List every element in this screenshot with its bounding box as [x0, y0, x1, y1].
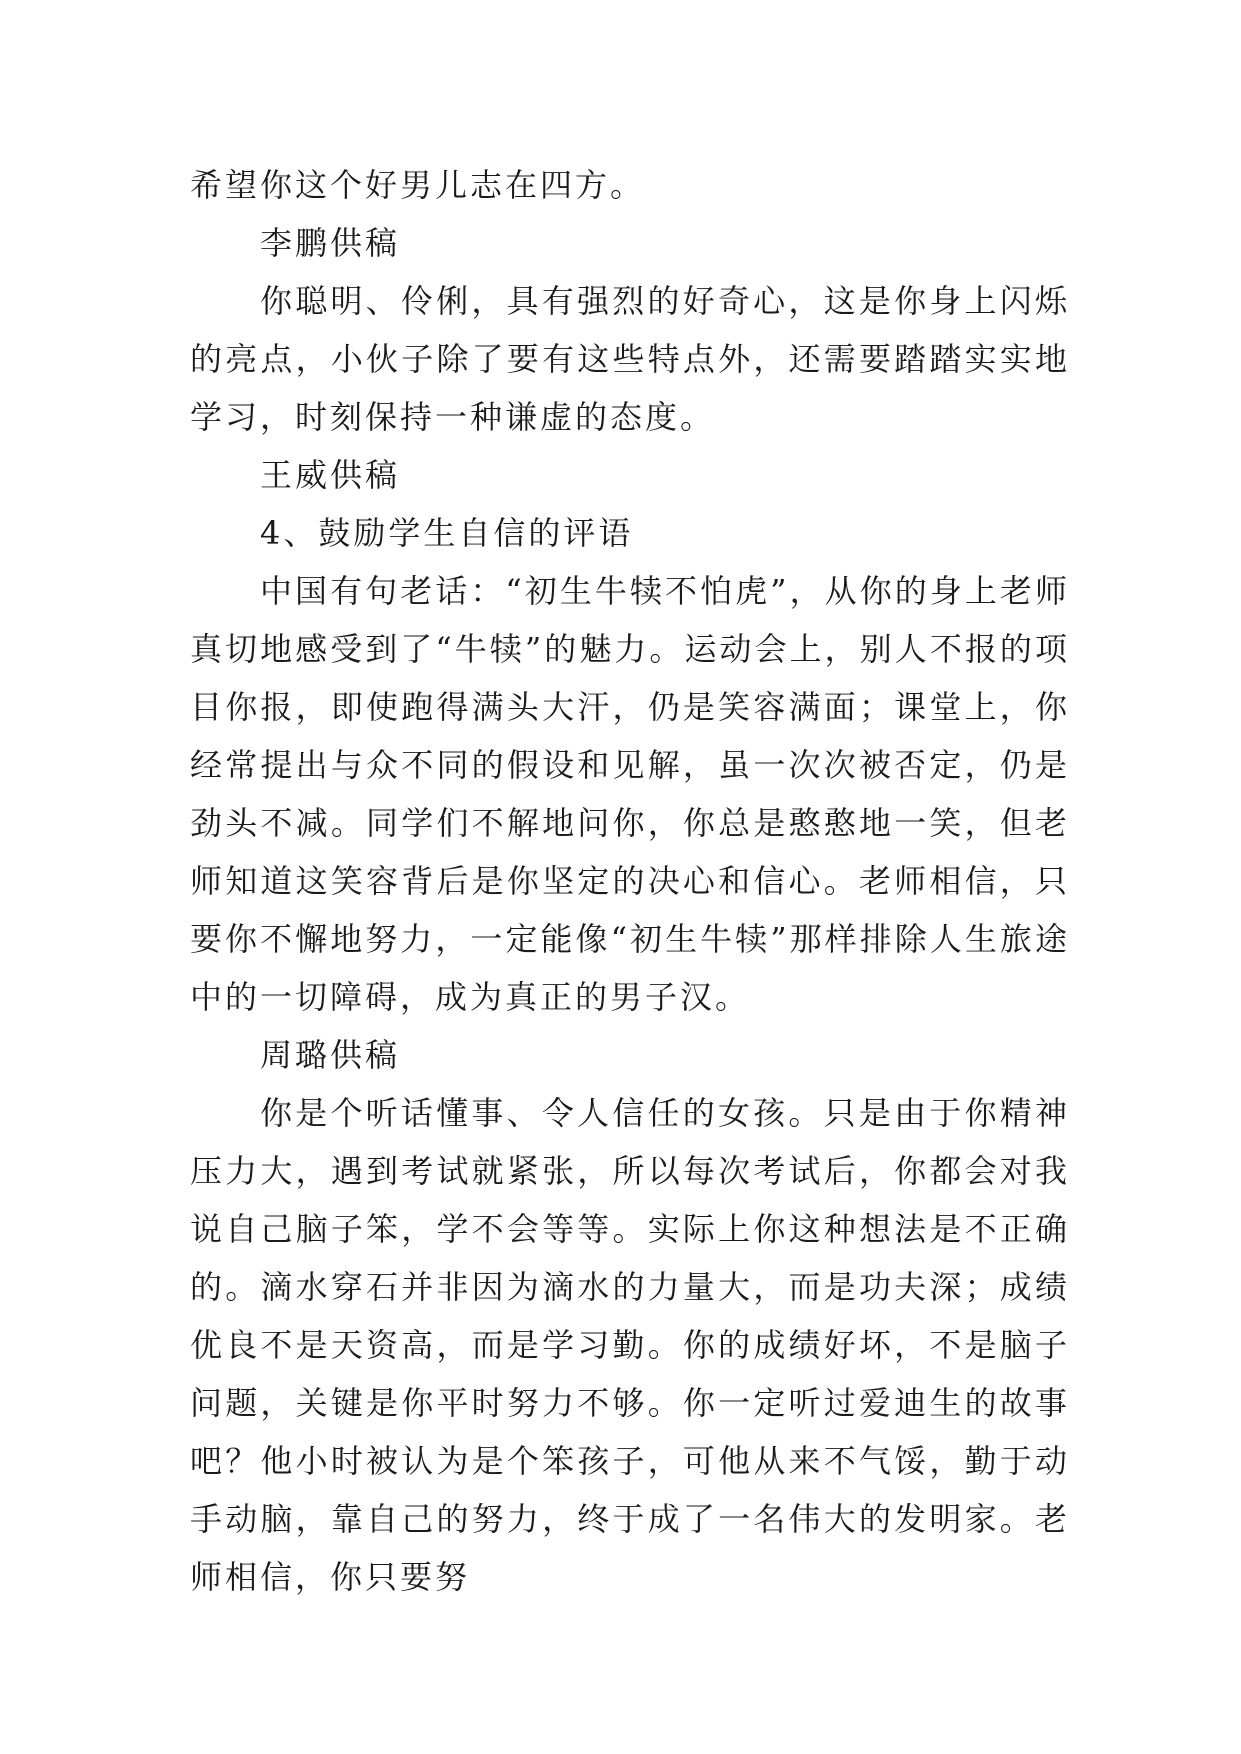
- paragraph-comment-1: 你聪明、伶俐，具有强烈的好奇心，这是你身上闪烁的亮点，小伙子除了要有这些特点外，还需要踏踏实实地学习，时刻保持一种谦虚的态度。: [190, 282, 1070, 436]
- paragraph-continuation: 希望你这个好男儿志在四方。: [190, 166, 646, 204]
- byline-li-peng: 李鹏供稿: [260, 224, 401, 262]
- byline-wang-wei: 王威供稿: [260, 456, 401, 494]
- section-heading: 4、鼓励学生自信的评语: [260, 514, 634, 552]
- document-body: [190, 156, 1070, 1606]
- paragraph-comment-3: 你是个听话懂事、令人信任的女孩。只是由于你精神压力大，遇到考试就紧张，所以每次考试后，你都会对我说自己脑子笨，学不会等等。实际上你这种想法是不正确的。滴水穿石并非因为滴水的力量大，而是功夫深；成绩优良不是天资高，而是学习勤。你的成绩好坏，不是脑子问题，关键是你平时努力不够。你一定听过爱迪生的故事吧？他小时被认为是个笨孩子，可他从来不气馁，勤于动手动脑，靠自己的努力，终于成了一名伟大的发明家。老师相信，你只要努: [190, 1094, 1070, 1596]
- paragraph-comment-2: 中国有句老话：“初生牛犊不怕虎”，从你的身上老师真切地感受到了“牛犊”的魅力。运动会上，别人不报的项目你报，即使跑得满头大汗，仍是笑容满面；课堂上，你经常提出与众不同的假设和见解，虽一次次被否定，仍是劲头不减。同学们不解地问你，你总是憨憨地一笑，但老师知道这笑容背后是你坚定的决心和信心。老师相信，只要你不懈地努力，一定能像“初生牛犊”那样排除人生旅途中的一切障碍，成为真正的男子汉。: [190, 572, 1070, 1016]
- byline-zhou-lu: 周璐供稿: [260, 1036, 401, 1074]
